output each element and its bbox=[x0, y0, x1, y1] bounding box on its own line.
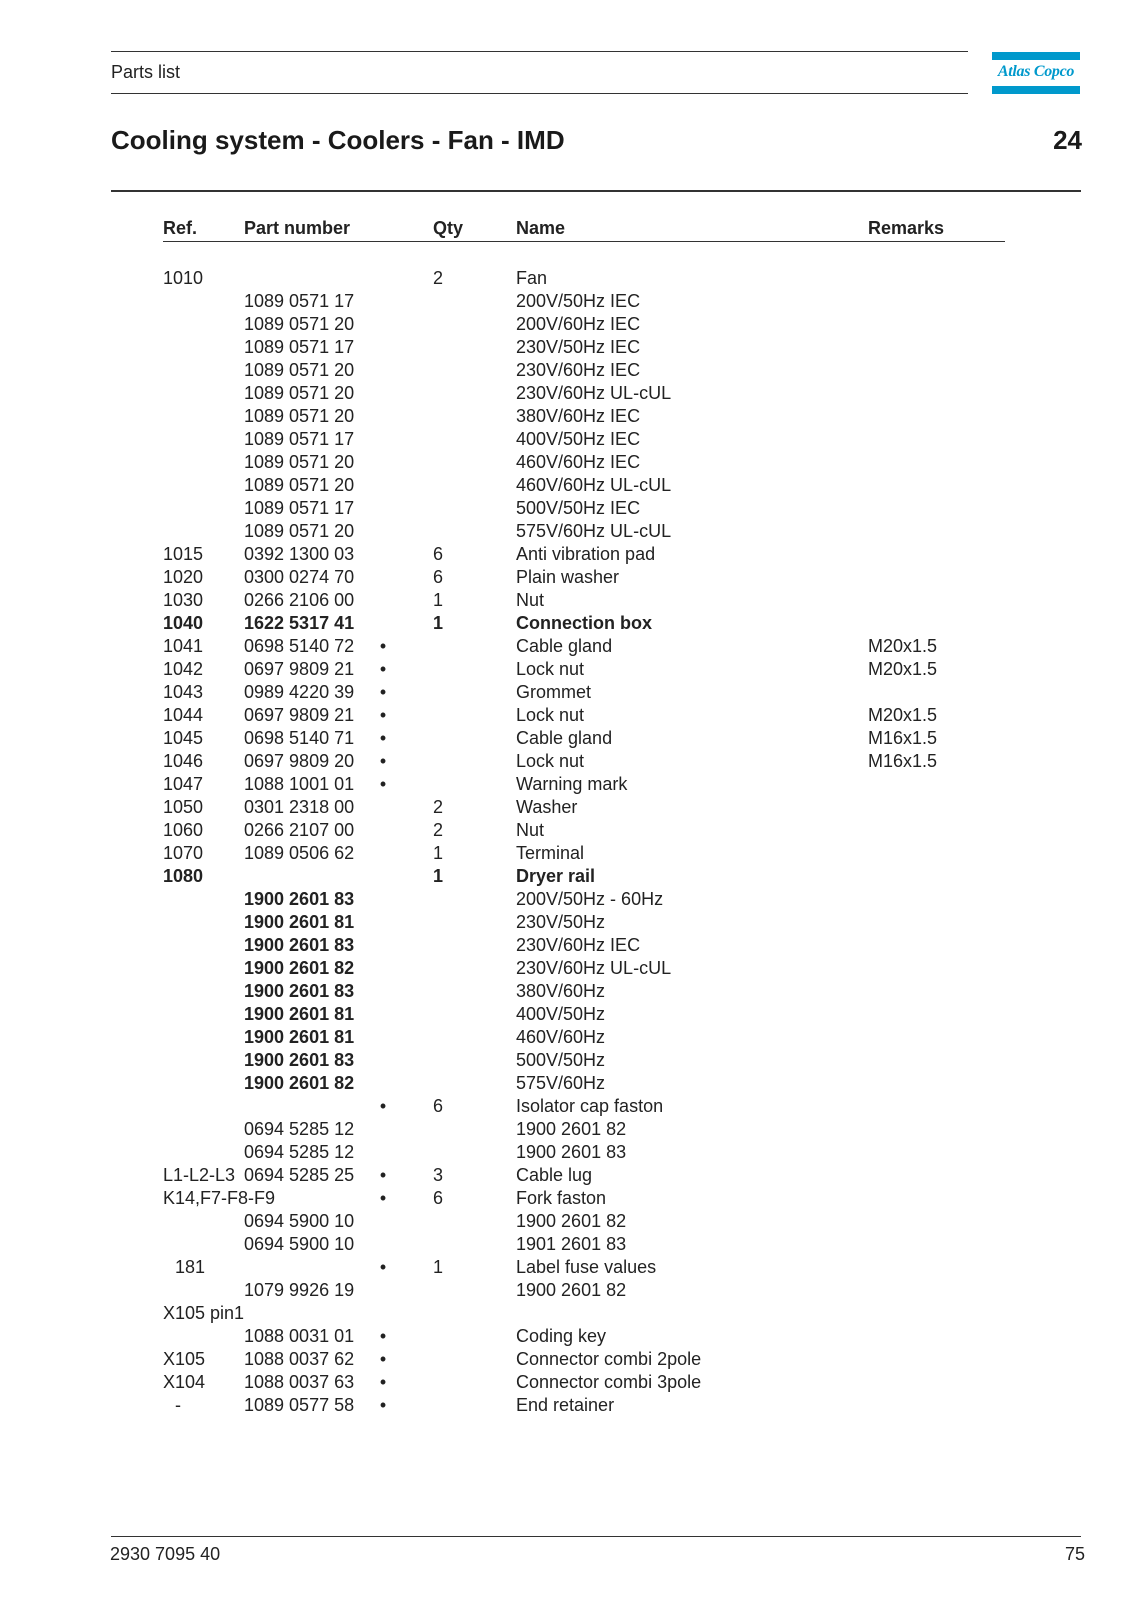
part-number-cell: 0266 2106 00 bbox=[244, 590, 355, 610]
table-row bbox=[0, 429, 1131, 452]
name-cell: Fan bbox=[516, 268, 548, 288]
name-cell: 400V/50Hz IEC bbox=[516, 429, 641, 449]
column-header-ref: Ref. bbox=[163, 218, 198, 238]
table-row bbox=[0, 912, 1131, 935]
ref-cell: - bbox=[175, 1395, 181, 1415]
name-cell: Cable gland bbox=[516, 728, 613, 748]
part-number-cell: 1089 0571 20 bbox=[244, 360, 355, 380]
header-label: Parts list bbox=[111, 62, 181, 82]
table-row bbox=[0, 981, 1131, 1004]
table-row bbox=[0, 774, 1131, 797]
name-cell: 1900 2601 82 bbox=[516, 1119, 627, 1139]
table-row bbox=[0, 1165, 1131, 1188]
recommended-marker: • bbox=[379, 1257, 387, 1277]
name-cell: 230V/60Hz UL-cUL bbox=[516, 383, 672, 403]
table-row bbox=[0, 889, 1131, 912]
part-number-cell: 1089 0571 20 bbox=[244, 383, 355, 403]
ref-cell: 1080 bbox=[163, 866, 204, 886]
name-cell: End retainer bbox=[516, 1395, 615, 1415]
table-row bbox=[0, 1395, 1131, 1418]
table-row bbox=[0, 682, 1131, 705]
table-row bbox=[0, 797, 1131, 820]
part-number-cell: 1900 2601 83 bbox=[244, 1050, 355, 1070]
qty-cell: 1 bbox=[433, 590, 444, 610]
ref-cell: 1060 bbox=[163, 820, 204, 840]
ref-cell: 1040 bbox=[163, 613, 204, 633]
name-cell: 230V/60Hz IEC bbox=[516, 935, 641, 955]
part-number-cell: 1089 0571 20 bbox=[244, 452, 355, 472]
ref-cell: 1045 bbox=[163, 728, 204, 748]
document-number: 2930 7095 40 bbox=[110, 1544, 221, 1564]
table-row bbox=[0, 1372, 1131, 1395]
name-cell: Warning mark bbox=[516, 774, 628, 794]
table-row bbox=[0, 498, 1131, 521]
name-cell: 230V/50Hz bbox=[516, 912, 606, 932]
table-row bbox=[0, 1303, 1131, 1326]
part-number-cell: 0989 4220 39 bbox=[244, 682, 355, 702]
name-cell: Nut bbox=[516, 820, 545, 840]
table-row bbox=[0, 843, 1131, 866]
qty-cell: 1 bbox=[433, 1257, 444, 1277]
part-number-cell: 1088 0037 63 bbox=[244, 1372, 355, 1392]
name-cell: Connector combi 2pole bbox=[516, 1349, 702, 1369]
table-row bbox=[0, 1234, 1131, 1257]
name-cell: Nut bbox=[516, 590, 545, 610]
recommended-marker: • bbox=[379, 705, 387, 725]
title-rule bbox=[111, 190, 1081, 192]
page-number: 75 bbox=[1064, 1544, 1085, 1564]
table-row bbox=[0, 659, 1131, 682]
name-cell: Connection box bbox=[516, 613, 652, 633]
logo-bottom-bar bbox=[992, 86, 1080, 94]
part-number-cell: 1089 0571 17 bbox=[244, 337, 355, 357]
remarks-cell: M16x1.5 bbox=[868, 751, 938, 771]
table-row bbox=[0, 705, 1131, 728]
name-cell: Fork faston bbox=[516, 1188, 607, 1208]
part-number-cell: 1622 5317 41 bbox=[244, 613, 355, 633]
name-cell: 460V/60Hz bbox=[516, 1027, 606, 1047]
column-header-qty: Qty bbox=[433, 218, 464, 238]
ref-cell: 1020 bbox=[163, 567, 204, 587]
name-cell: 500V/50Hz bbox=[516, 1050, 606, 1070]
table-row bbox=[0, 383, 1131, 406]
recommended-marker: • bbox=[379, 659, 387, 679]
table-row bbox=[0, 521, 1131, 544]
ref-cell: 181 bbox=[175, 1257, 206, 1277]
part-number-cell: 1900 2601 81 bbox=[244, 1027, 355, 1047]
logo-text: Atlas Copco bbox=[997, 63, 1075, 80]
ref-cell: 1010 bbox=[163, 268, 204, 288]
name-cell: Terminal bbox=[516, 843, 585, 863]
table-row bbox=[0, 1257, 1131, 1280]
part-number-cell: 0694 5285 25 bbox=[244, 1165, 355, 1185]
recommended-marker: • bbox=[379, 774, 387, 794]
table-row bbox=[0, 935, 1131, 958]
part-number-cell: 0300 0274 70 bbox=[244, 567, 355, 587]
table-row bbox=[0, 636, 1131, 659]
ref-cell: 1030 bbox=[163, 590, 204, 610]
table-row bbox=[0, 360, 1131, 383]
part-number-cell: 1900 2601 82 bbox=[244, 958, 355, 978]
table-row bbox=[0, 866, 1131, 889]
part-number-cell: 0698 5140 72 bbox=[244, 636, 355, 656]
name-cell: 500V/50Hz IEC bbox=[516, 498, 641, 518]
qty-cell: 1 bbox=[433, 843, 444, 863]
name-cell: Dryer rail bbox=[516, 866, 596, 886]
header-top-rule bbox=[111, 51, 968, 52]
name-cell: Cable gland bbox=[516, 636, 613, 656]
recommended-marker: • bbox=[379, 636, 387, 656]
name-cell: 1900 2601 82 bbox=[516, 1280, 627, 1300]
recommended-marker: • bbox=[379, 682, 387, 702]
column-header-remarks: Remarks bbox=[868, 218, 945, 238]
ref-cell: 1050 bbox=[163, 797, 204, 817]
column-header-name: Name bbox=[516, 218, 566, 238]
name-cell: 230V/50Hz IEC bbox=[516, 337, 641, 357]
name-cell: 1901 2601 83 bbox=[516, 1234, 627, 1254]
name-cell: 460V/60Hz UL-cUL bbox=[516, 475, 672, 495]
part-number-cell: 1089 0571 20 bbox=[244, 521, 355, 541]
qty-cell: 3 bbox=[433, 1165, 444, 1185]
qty-cell: 6 bbox=[433, 544, 444, 564]
part-number-cell: 1900 2601 82 bbox=[244, 1073, 355, 1093]
name-cell: 380V/60Hz bbox=[516, 981, 606, 1001]
remarks-cell: M20x1.5 bbox=[868, 636, 938, 656]
table-row bbox=[0, 1142, 1131, 1165]
name-cell: 1900 2601 82 bbox=[516, 1211, 627, 1231]
qty-cell: 6 bbox=[433, 1096, 444, 1116]
section-number: 24 bbox=[1053, 125, 1082, 155]
table-row bbox=[0, 406, 1131, 429]
part-number-cell: 0694 5285 12 bbox=[244, 1142, 355, 1162]
part-number-cell: 1088 0037 62 bbox=[244, 1349, 355, 1369]
part-number-cell: 1900 2601 83 bbox=[244, 935, 355, 955]
name-cell: 230V/60Hz IEC bbox=[516, 360, 641, 380]
part-number-cell: 0697 9809 21 bbox=[244, 705, 355, 725]
table-row bbox=[0, 452, 1131, 475]
part-number-cell: 1089 0571 20 bbox=[244, 475, 355, 495]
name-cell: Washer bbox=[516, 797, 578, 817]
ref-cell: 1043 bbox=[163, 682, 204, 702]
name-cell: 200V/50Hz - 60Hz bbox=[516, 889, 664, 909]
column-header-part-number: Part number bbox=[244, 218, 351, 238]
part-number-cell: 1089 0577 58 bbox=[244, 1395, 355, 1415]
atlas-copco-logo bbox=[992, 52, 1080, 94]
part-number-cell: 0697 9809 20 bbox=[244, 751, 355, 771]
qty-cell: 2 bbox=[433, 820, 444, 840]
table-row bbox=[0, 613, 1131, 636]
part-number-cell: 1900 2601 81 bbox=[244, 1004, 355, 1024]
remarks-cell: M20x1.5 bbox=[868, 659, 938, 679]
recommended-marker: • bbox=[379, 751, 387, 771]
table-row bbox=[0, 1119, 1131, 1142]
qty-cell: 1 bbox=[433, 613, 444, 633]
table-row bbox=[0, 291, 1131, 314]
ref-cell: 1047 bbox=[163, 774, 204, 794]
logo-top-bar bbox=[992, 52, 1080, 60]
name-cell: Grommet bbox=[516, 682, 592, 702]
name-cell: Lock nut bbox=[516, 705, 585, 725]
ref-cell: 1015 bbox=[163, 544, 204, 564]
name-cell: Anti vibration pad bbox=[516, 544, 656, 564]
name-cell: 200V/50Hz IEC bbox=[516, 291, 641, 311]
name-cell: Coding key bbox=[516, 1326, 607, 1346]
part-number-cell: 1089 0571 17 bbox=[244, 291, 355, 311]
table-row bbox=[0, 544, 1131, 567]
table-row bbox=[0, 314, 1131, 337]
column-header-rule bbox=[163, 241, 1005, 242]
name-cell: 380V/60Hz IEC bbox=[516, 406, 641, 426]
part-number-cell: 1900 2601 83 bbox=[244, 889, 355, 909]
table-row bbox=[0, 1280, 1131, 1303]
part-number-cell: 1088 1001 01 bbox=[244, 774, 355, 794]
ref-cell: 1041 bbox=[163, 636, 204, 656]
recommended-marker: • bbox=[379, 1372, 387, 1392]
part-number-cell: 0266 2107 00 bbox=[244, 820, 355, 840]
part-number-cell: 1089 0571 20 bbox=[244, 406, 355, 426]
ref-cell: 1070 bbox=[163, 843, 204, 863]
name-cell: 460V/60Hz IEC bbox=[516, 452, 641, 472]
table-row bbox=[0, 590, 1131, 613]
qty-cell: 6 bbox=[433, 567, 444, 587]
table-row bbox=[0, 728, 1131, 751]
recommended-marker: • bbox=[379, 1326, 387, 1346]
recommended-marker: • bbox=[379, 1395, 387, 1415]
name-cell: 575V/60Hz bbox=[516, 1073, 606, 1093]
part-number-cell: 0697 9809 21 bbox=[244, 659, 355, 679]
name-cell: Cable lug bbox=[516, 1165, 593, 1185]
part-number-cell: 0694 5900 10 bbox=[244, 1234, 355, 1254]
ref-cell: K14,F7-F8-F9 bbox=[163, 1188, 276, 1208]
table-row bbox=[0, 1096, 1131, 1119]
table-row bbox=[0, 1349, 1131, 1372]
table-row bbox=[0, 1073, 1131, 1096]
name-cell: 230V/60Hz UL-cUL bbox=[516, 958, 672, 978]
recommended-marker: • bbox=[379, 1349, 387, 1369]
qty-cell: 2 bbox=[433, 797, 444, 817]
part-number-cell: 1079 9926 19 bbox=[244, 1280, 355, 1300]
name-cell: 1900 2601 83 bbox=[516, 1142, 627, 1162]
table-row bbox=[0, 1188, 1131, 1211]
table-row bbox=[0, 337, 1131, 360]
ref-cell: 1046 bbox=[163, 751, 204, 771]
qty-cell: 2 bbox=[433, 268, 444, 288]
ref-cell: X105 pin1 bbox=[163, 1303, 245, 1323]
qty-cell: 1 bbox=[433, 866, 444, 886]
part-number-cell: 0301 2318 00 bbox=[244, 797, 355, 817]
page-title: Cooling system - Coolers - Fan - IMD bbox=[111, 125, 565, 155]
name-cell: Plain washer bbox=[516, 567, 620, 587]
part-number-cell: 1089 0571 17 bbox=[244, 498, 355, 518]
part-number-cell: 1089 0571 17 bbox=[244, 429, 355, 449]
recommended-marker: • bbox=[379, 1165, 387, 1185]
ref-cell: X105 bbox=[163, 1349, 206, 1369]
name-cell: Isolator cap faston bbox=[516, 1096, 664, 1116]
name-cell: 575V/60Hz UL-cUL bbox=[516, 521, 672, 541]
table-row bbox=[0, 1004, 1131, 1027]
ref-cell: L1-L2-L3 bbox=[163, 1165, 236, 1185]
part-number-cell: 0694 5285 12 bbox=[244, 1119, 355, 1139]
ref-cell: 1042 bbox=[163, 659, 204, 679]
recommended-marker: • bbox=[379, 728, 387, 748]
part-number-cell: 1089 0506 62 bbox=[244, 843, 355, 863]
table-row bbox=[0, 567, 1131, 590]
part-number-cell: 0694 5900 10 bbox=[244, 1211, 355, 1231]
part-number-cell: 0392 1300 03 bbox=[244, 544, 355, 564]
name-cell: Label fuse values bbox=[516, 1257, 657, 1277]
part-number-cell: 1088 0031 01 bbox=[244, 1326, 355, 1346]
part-number-cell: 1900 2601 81 bbox=[244, 912, 355, 932]
table-row bbox=[0, 475, 1131, 498]
recommended-marker: • bbox=[379, 1188, 387, 1208]
name-cell: 200V/60Hz IEC bbox=[516, 314, 641, 334]
footer-rule bbox=[111, 1536, 1081, 1537]
header-bottom-rule bbox=[111, 93, 968, 94]
name-cell: Connector combi 3pole bbox=[516, 1372, 702, 1392]
table-row bbox=[0, 751, 1131, 774]
ref-cell: 1044 bbox=[163, 705, 204, 725]
part-number-cell: 1089 0571 20 bbox=[244, 314, 355, 334]
remarks-cell: M20x1.5 bbox=[868, 705, 938, 725]
name-cell: 400V/50Hz bbox=[516, 1004, 606, 1024]
ref-cell: X104 bbox=[163, 1372, 206, 1392]
table-row bbox=[0, 1027, 1131, 1050]
table-row bbox=[0, 1326, 1131, 1349]
name-cell: Lock nut bbox=[516, 751, 585, 771]
table-row bbox=[0, 958, 1131, 981]
qty-cell: 6 bbox=[433, 1188, 444, 1208]
table-row bbox=[0, 820, 1131, 843]
table-row bbox=[0, 1211, 1131, 1234]
table-row bbox=[0, 268, 1131, 291]
name-cell: Lock nut bbox=[516, 659, 585, 679]
recommended-marker: • bbox=[379, 1096, 387, 1116]
part-number-cell: 1900 2601 83 bbox=[244, 981, 355, 1001]
table-row bbox=[0, 1050, 1131, 1073]
part-number-cell: 0698 5140 71 bbox=[244, 728, 355, 748]
remarks-cell: M16x1.5 bbox=[868, 728, 938, 748]
